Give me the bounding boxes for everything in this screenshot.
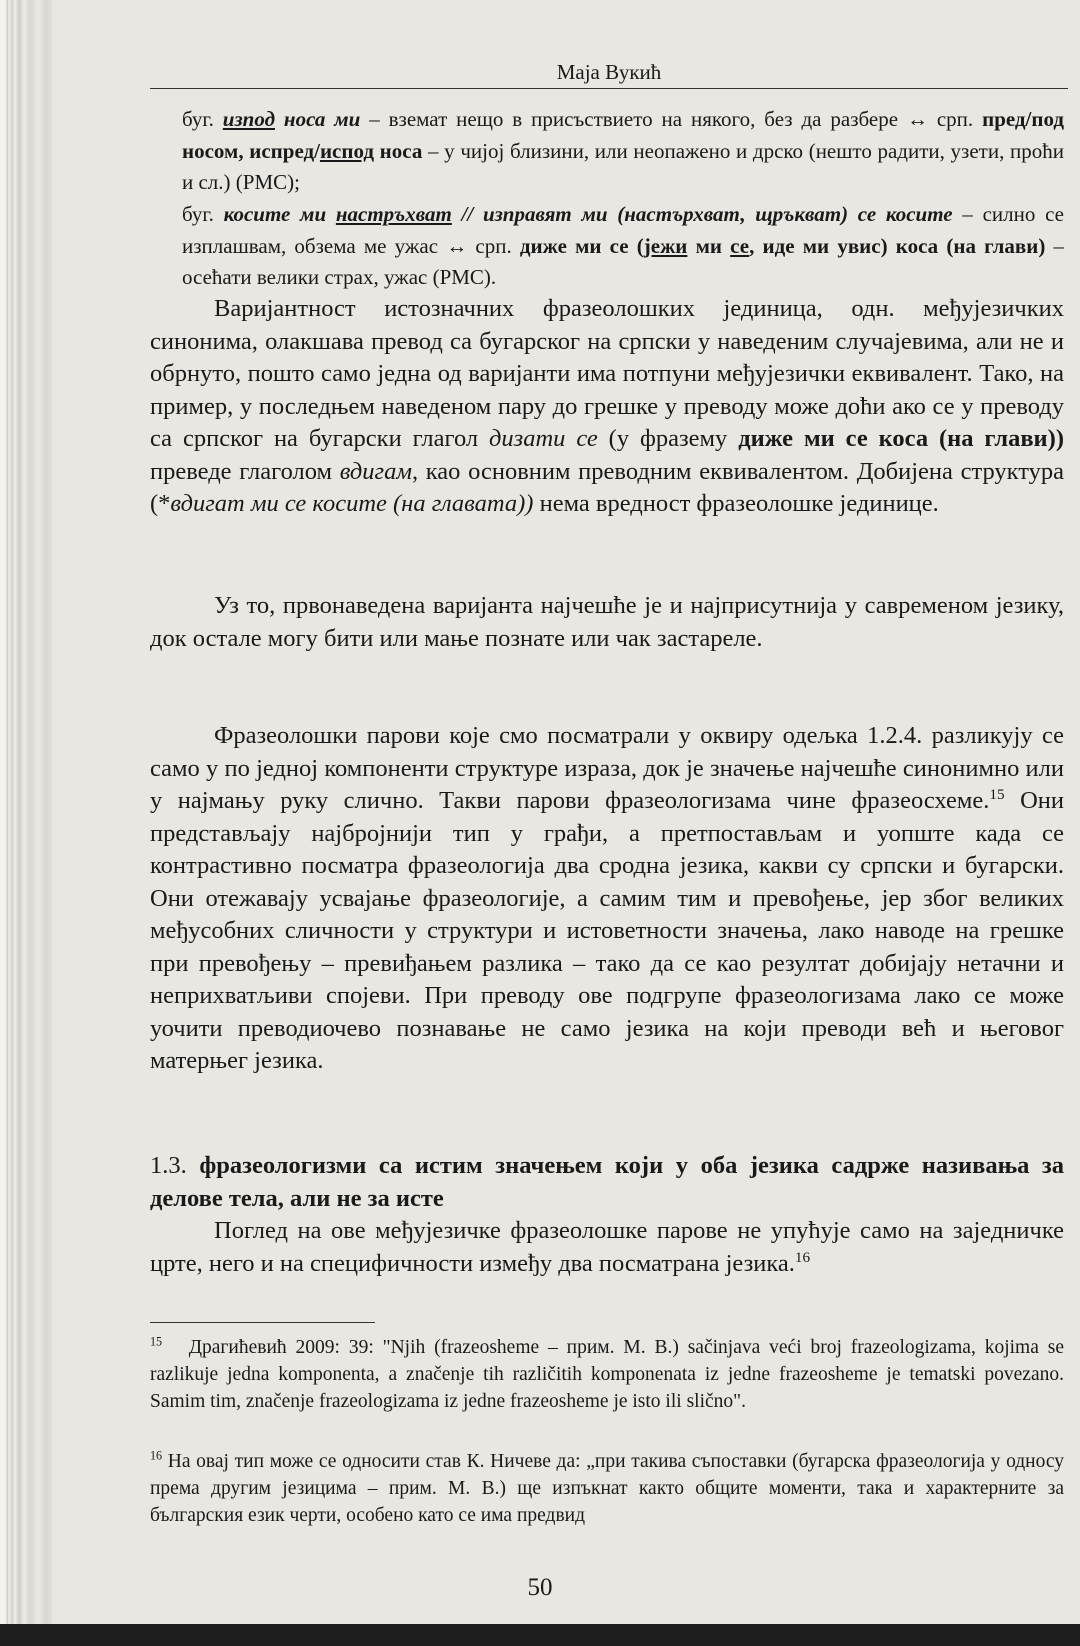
footnote-ref-16[interactable]: 16 [794,1248,811,1266]
footnote-15: $^{15}$ Драгићевић 2009: 39: "Njih (frazeosheme – прим. М. В.) sačinjava veći broj frazeologizama, kojima se razlikuje jedna komponenta, a značenje tih različitih komponenata iz jedne frazeosheme je tematski povezano. Samim tim, značenje frazeologizama iz jedne frazeosheme je isto ili slično". [150,1334,1064,1412]
scan-edge [0,1624,1080,1646]
running-header [150,58,1068,89]
section-heading: 1.3. фразеологизми са истим значењем који у оба језика садрже називања за делове тела, али не за исте [150,1152,1065,1212]
paragraph-section-intro: Поглед на ове међујезичке фразеолошке парове не упућује само на заједничке црте, него и на специфичности између два посматрана језика.$^{16}$ [150,1217,1064,1277]
header-author: Маја Вукић [556,60,662,84]
paragraph-variance: Варијантност истозначних фразеолошких јединица, одн. међујезичких синонима, олакшава превод са бугарског на српски у наведеним случајевима, али не и обрнуто, пошто само једна од варијанти има потпуни међујезички еквивалент. Тако, на пример, у последњем наведеном пару до грешке у преводу може доћи ако се у преводу са српског на бугарски глагол дизати се (у фразему диже ми се коса (на глави)) преведе глаголом вдигам, као основним преводним еквивалентом. Добијена структура (*вдигат ми се косите (на главата)) нема вредност фразеолошке јединице. [150,295,1064,517]
paragraph-phraseoschemes: Фразеолошки парови које смо посматрали у оквиру одељка 1.2.4. разликују се само у по једној компоненти структуре израза, док је значење најчешће синонимно или у најмању руку слично. Такви парови фразеологизама чине фразеосхеме.$^{15}$ Они представљају најбројнији тип у грађи, а претпостављам и уопште када се контрастивно посматра фразеологија два сродна језика, какви су српски и бугарски. Они отежавају усвајање фразеологије, а самим тим и превођење, јер због великих међусобних сличности у структури и истоветности значења, лако наводе на грешке при превођењу – превиђањем разлика – тако да се као резултат добијају нетачни и неприхватљиви спојеви. При преводу ове подгрупе фразеологизама лако се може уочити преводиочево познавање не само језика на који преводи већ и његовог матерњег језика. [150,722,1064,1074]
example-entry-1: буг. изпод носа ми – вземат нещо в присъствието на някого, без да разбере ↔ срп. пред/под носом, испред/испод носа – у чијој близини, или неопажено и дрско (нешто радити, узети, проћи и сл.) (РМС); [182,107,1064,194]
footnote-number: 15 [150,1334,163,1349]
footnote-16: $^{16}$ На овај тип може се односити став К. Ничеве да: „при такива съпоставки (бугарска фразеологија у односу према другим језицима – прим. М. В.) ще изпъкнат както общите моменти, така и характерните за българския език черти, особено като се има предвид [150,1448,1065,1526]
footnote-separator [150,1322,375,1323]
page-number: 50 [527,1574,553,1601]
paragraph-first-variant: Уз то, првонаведена варијанта најчешће је и најприсутнија у савременом језику, док остале могу бити или мање познате или чак застареле. [150,592,1064,652]
book-gutter [0,0,52,1646]
example-entry-2: буг. косите ми настръхват // изправят ми (настърхват, щръкват) се косите – силно се изплашвам, обзема ме ужас ↔ срп. диже ми се (јежи ми се, иде ми увис) коса (на глави) – осећати велики страх, ужас (РМС). [182,202,1064,289]
footnote-ref-15[interactable]: 15 [989,785,1005,803]
footnote-number: 16 [150,1448,163,1463]
